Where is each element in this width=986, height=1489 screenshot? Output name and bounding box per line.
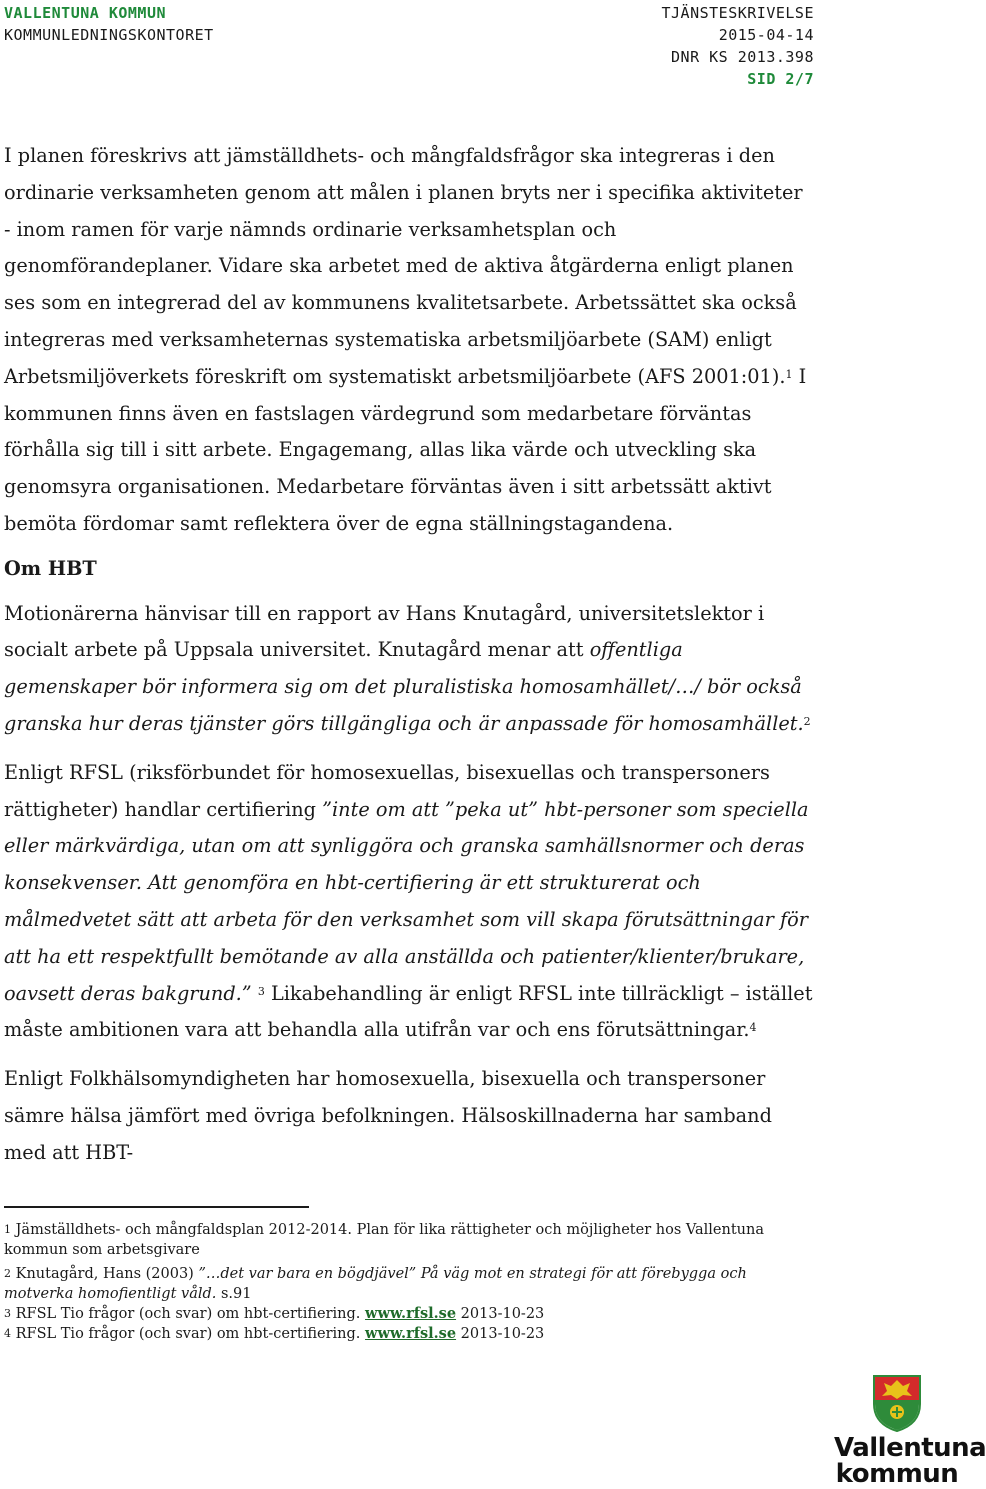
organization-name: VALLENTUNA KOMMUN (4, 4, 167, 22)
footnote-ref: 4 (749, 1021, 757, 1035)
paragraph-folkhalsa: Enligt Folkhälsomyndigheten har homosexuella, bisexuella och transpersoner sämre hälsa jämfört med övriga befolkningen. Hälsoskillnaderna har samband med att HBT- (4, 1067, 772, 1164)
page-header (0, 0, 960, 100)
logo-text-kommun: kommun (835, 1459, 959, 1489)
paragraph-text: I planen föreskrivs att jämställdhets- och mångfaldsfrågor ska integreras i den ordinarie verksamheten genom att målen i planen bryts ner i specifika aktiviteter - inom ramen för varje nämnds ordinarie verksamhetsplan och genomförandeplaner. Vidare ska arbetet med de aktiva åtgärderna enligt planen ses som en integrerad del av kommunens kvalitetsarbete. Arbetssättet ska också integreras med verksamheternas systematiska arbetsmiljöarbete (SAM) enligt Arbetsmiljöverkets föreskrift om systematiskt arbetsmiljöarbete (AFS 2001:01). (4, 144, 803, 388)
footnote-text: s.91 (216, 1286, 252, 1302)
coat-of-arms-icon (872, 1374, 922, 1432)
footnote-number: 2 (4, 1267, 11, 1280)
footnote-text: RFSL Tio frågor (och svar) om hbt-certifiering. (11, 1306, 366, 1322)
footnote-text: Jämställdhets- och mångfaldsplan 2012-2014. Plan för lika rättigheter och möjligheter hos Vallentuna kommun som arbetsgivare (4, 1222, 765, 1258)
paragraph-plan (4, 138, 814, 543)
footnote-text: Knutagård, Hans (2003) (11, 1266, 199, 1282)
quote-text: offentliga gemenskaper bör informera sig om det pluralistiska homosamhället/…/ bör också granska hur deras tjänster görs tillgängliga och är anpassade för homosamhället. (4, 638, 804, 735)
footnote-ref: 3 (257, 984, 265, 998)
logo-text-vallentuna: Vallentuna (834, 1433, 986, 1463)
footnote-number: 1 (4, 1223, 11, 1236)
footnote-date: 2013-10-23 (456, 1326, 545, 1342)
header-right (662, 2, 815, 90)
footnote-title: ”…det var bara en bögdjävel” På väg mot en strategi för att förebygga och motverka homofientligt våld. (4, 1266, 747, 1302)
footnote-2 (4, 1264, 804, 1304)
header-left (4, 2, 214, 46)
paragraph-text: Likabehandling är enligt RFSL inte tillräckligt – istället måste ambitionen vara att behandla alla utifrån var och ens förutsättningar. (4, 981, 813, 1042)
quote-text: ”inte om att ”peka ut” hbt-personer som speciella eller märkvärdiga, utan om att synliggöra och granska samhällsnormer och deras konsekvenser. Att genomföra en hbt-certifiering är ett strukturerat och målmedvetet sätt att arbeta för den verksamhet som vill skapa förutsättningar för att ha ett respektfullt bemötande av alla anställda och patienter/klienter/brukare, oavsett deras bakgrund.” (4, 797, 809, 1005)
paragraph-text: Motionärerna hänvisar till en rapport av Hans Knutagård, universitetslektor i socialt arbete på Uppsala universitet. Knutagård menar att (4, 601, 765, 662)
document-type: TJÄNSTESKRIVELSE (661, 4, 814, 22)
footnote-ref: 2 (803, 714, 811, 728)
page-number: SID 2/7 (747, 70, 814, 88)
footnote-text: RFSL Tio frågor (och svar) om hbt-certifiering. (11, 1326, 366, 1342)
paragraph-motion (4, 596, 814, 743)
footnotes (4, 1220, 804, 1344)
footnote-divider (4, 1206, 309, 1208)
department-name: KOMMUNLEDNINGSKONTORET (4, 26, 214, 44)
paragraph-text: I kommunen finns även en fastslagen värdegrund som medarbetare förväntas förhålla sig till i sitt arbete. Engagemang, allas lika värde och utveckling ska genomsyra organisationen. Medarbetare förväntas även i sitt arbetssätt aktivt bemöta fördomar samt reflektera över de egna ställningstagandena. (4, 364, 807, 535)
footnote-ref: 1 (785, 367, 793, 381)
document-body (4, 138, 814, 1172)
section-heading: Om HBT (4, 556, 97, 580)
document-date: 2015-04-14 (718, 26, 814, 44)
document-reference: DNR KS 2013.398 (671, 48, 814, 66)
footnote-number: 3 (4, 1307, 11, 1320)
footnote-date: 2013-10-23 (456, 1306, 545, 1322)
paragraph-rfsl (4, 755, 814, 1049)
rfsl-link[interactable]: www.rfsl.se (365, 1305, 457, 1322)
rfsl-link[interactable]: www.rfsl.se (365, 1325, 457, 1342)
vallentuna-logo (834, 1374, 986, 1489)
footnote-number: 4 (4, 1327, 11, 1340)
footnote-1 (4, 1220, 804, 1260)
paragraph-text: Enligt RFSL (riksförbundet för homosexuellas, bisexuellas och transpersoners rättigheter) handlar certifiering (4, 760, 770, 821)
footnote-4 (4, 1324, 804, 1344)
footnote-3 (4, 1304, 804, 1324)
